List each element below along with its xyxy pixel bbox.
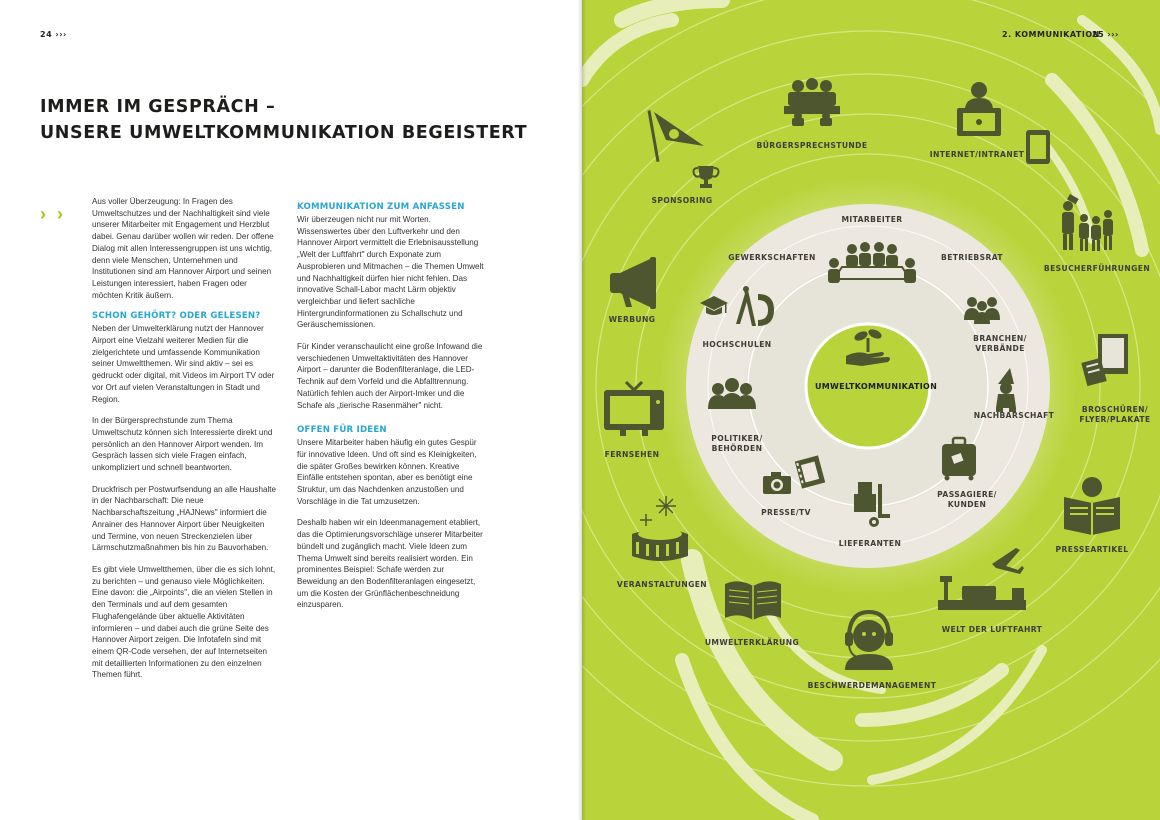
label-werbung: WERBUNG <box>608 315 656 324</box>
page-title <box>40 94 527 146</box>
right-page <box>582 0 1160 820</box>
left-page-number: 24 ››› <box>40 30 67 39</box>
label-sponsoring: SPONSORING <box>651 196 713 205</box>
title-line-2: UNSERE UMWELTKOMMUNIKATION BEGEISTERT <box>40 123 528 143</box>
headset-agent-icon <box>845 612 893 670</box>
paragraph: Neben der Umwelterklärung nutzt der Hannover Airport eine Vielzahl weiterer Medien für die zielgerichtete und umfassende Kommunikation seiner Umweltthemen. Wir sind aktiv – sei es gedruckt oder digital, mit Videos im Airport TV oder vor Ort auf vielen Veranstaltungen in Stadt und Region. <box>92 324 275 404</box>
trophy-icon <box>694 166 719 188</box>
label-betriebsrat: BETRIEBSRAT <box>941 253 1003 262</box>
quote-mark: › › <box>40 204 66 224</box>
paragraph: Druckfrisch per Postwurfsendung an alle Haushalte in der Nachbarschaft: Die neue Nachbarschaftszeitung „HAJNews" informiert die Anrainer des Hannover Airport über Neuigkeiten und Termine, von neuen Streckenzielen über Lärmschutzmaßnahmen bis hin zu Bauvorhaben. <box>92 484 277 553</box>
label-presseartikel: PRESSEARTIKEL <box>1055 545 1129 554</box>
label-hochschulen: HOCHSCHULEN <box>702 340 772 349</box>
label-welt-der-luftfahrt: WELT DER LUFTFAHRT <box>941 625 1043 634</box>
label-fernsehen: FERNSEHEN <box>604 450 660 459</box>
paragraph: In der Bürgersprechstunde zum Thema Umweltschutz können sich Interessierte direkt und persönlich an den Hannover Airport wenden. Im Gespräch lassen sich viele Fragen einfach, unkompliziert und schnell beantworten. <box>92 416 273 473</box>
text-column-2 <box>297 202 485 621</box>
label-buergersprechstunde: BÜRGERSPRECHSTUNDE <box>756 141 868 150</box>
heading-schon-gehoert: SCHON GEHÖRT? ODER GELESEN? <box>92 311 261 322</box>
text-column-1 <box>92 196 280 691</box>
label-besucherfuehrungen: BESUCHERFÜHRUNGEN <box>1043 264 1151 273</box>
television-icon <box>604 382 664 436</box>
section-label: 2. KOMMUNIKATION <box>1002 30 1100 39</box>
title-line-1: IMMER IM GESPRÄCH – <box>40 97 276 117</box>
label-mitarbeiter: MITARBEITER <box>841 215 903 224</box>
megaphone-icon <box>610 257 656 309</box>
paragraph: Wir überzeugen nicht nur mit Worten. Wissenswertes über den Luftverkehr und den Hannover Airport vermittelt die Erlebnisausstellung „Welt der Luftfahrt" durch Exponate zum Ausprobieren und Mitmachen – die Themen Umwelt und Nachhaltigkeit dürfen hier nicht fehlen. Das innovative Schall-Labor macht Lärm objektiv vergleichbar und liefert sachliche Hintergrundinformationen zu Schallschutz und Geräuschemissionen. <box>297 215 484 330</box>
heading-kommunikation-zum-anfassen: KOMMUNIKATION ZUM ANFASSEN <box>297 202 465 212</box>
label-branchen: BRANCHEN/ VERBÄNDE <box>973 334 1027 353</box>
stadium-fireworks-icon <box>632 496 688 561</box>
label-internet-intranet: INTERNET/INTRANET <box>929 150 1025 159</box>
citizen-consultation-icon <box>784 78 840 126</box>
laptop-user-icon <box>957 82 1001 136</box>
heading-offen-fuer-ideen: OFFEN FÜR IDEEN <box>297 425 387 436</box>
group-people-icon <box>964 297 1000 324</box>
label-lieferanten: LIEFERANTEN <box>838 539 902 548</box>
label-nachbarschaft: NACHBARSCHAFT <box>973 411 1055 420</box>
label-presse-tv: PRESSE/TV <box>761 508 811 517</box>
label-passagiere: PASSAGIERE/ KUNDEN <box>937 490 997 509</box>
suitcase-icon <box>942 438 976 481</box>
label-beschwerdemanagement: BESCHWERDEMANAGEMENT <box>807 681 937 690</box>
label-veranstaltungen: VERANSTALTUNGEN <box>616 580 708 589</box>
pennant-flag-icon <box>648 110 704 162</box>
paragraph: Es gibt viele Umweltthemen, über die es sich lohnt, zu berichten – und genauso viele Möglichkeiten. Eine davon: die „Airpoints", die an vielen Stellen in den Terminals und auf dem gesamten Flughafengelände über aktuelle Aktivitäten informieren – und dabei auch die grüne Seite des Hannover Airport zeigen. Die Infotafeln sind mit einem QR-Code versehen, der auf Internetseiten mit detaillierten Informationen zu den einzelnen Themen führt. <box>92 564 276 680</box>
page-gutter <box>578 0 586 820</box>
open-book-icon <box>725 581 781 620</box>
paragraph: Deshalb haben wir ein Ideenmanagement etabliert, das die Optimierungsvorschläge unserer Mitarbeiter bündelt und zugänglich macht. Viele Ideen zum Thema Umwelt sind bereits realisiert worden. Ein prominentes Beispiel: Schafe werden zur Beweidung an den Bodenfilteranlagen eingesetzt, um die Kosten der Grünflächenbeschneidung einzusparen. <box>297 518 483 610</box>
brochures-icon <box>1081 334 1128 386</box>
label-gewerkschaften: GEWERKSCHAFTEN <box>728 253 816 262</box>
reading-newspaper-icon <box>1064 477 1120 535</box>
label-broschueren: BROSCHÜREN/ FLYER/PLAKATE <box>1079 405 1151 424</box>
label-politiker: POLITIKER/ BEHÖRDEN <box>711 434 763 453</box>
paragraph: Unsere Mitarbeiter haben häufig ein gutes Gespür für innovative Ideen. Und oft sind es Kleinigkeiten, die später Großes bewirken können. Kreative Einfälle entstehen spontan, aber es benötigt eine Struktur, um das Nachdenken anzustoßen und Vorschläge in die Tat umzusetzen. <box>297 438 477 506</box>
right-page-number: 25 ››› <box>1092 30 1119 39</box>
paragraph: Für Kinder veranschaulicht eine große Infowand die verschiedenen Umweltaktivitäten des Hannover Airport – darunter die Bodenfilteranlage, die LED-Technik auf dem Vorfeld und die Abfalltrennung. Natürlich fehlen auch der Airport-Imker und die Schafe als „tierische Rasenmäher" nicht. <box>297 342 483 410</box>
label-umwelterklaerung: UMWELTERKLÄRUNG <box>704 638 800 647</box>
intro-paragraph: Aus voller Überzeugung: In Fragen des Umweltschutzes und der Nachhaltigkeit sind viele unserer Mitarbeiter mit Engagement und Herzblut dabei. Genau darüber wollen wir reden. Der offene Dialog mit allen Interessengruppen ist uns wichtig, denn viele Menschen, Unternehmen und Institutionen sind am Hannover Airport und seinen Leistungen interessiert, haben Fragen oder möchten Kritik äußern. <box>92 197 274 300</box>
center-label: UMWELTKOMMUNIKATION <box>815 382 938 391</box>
